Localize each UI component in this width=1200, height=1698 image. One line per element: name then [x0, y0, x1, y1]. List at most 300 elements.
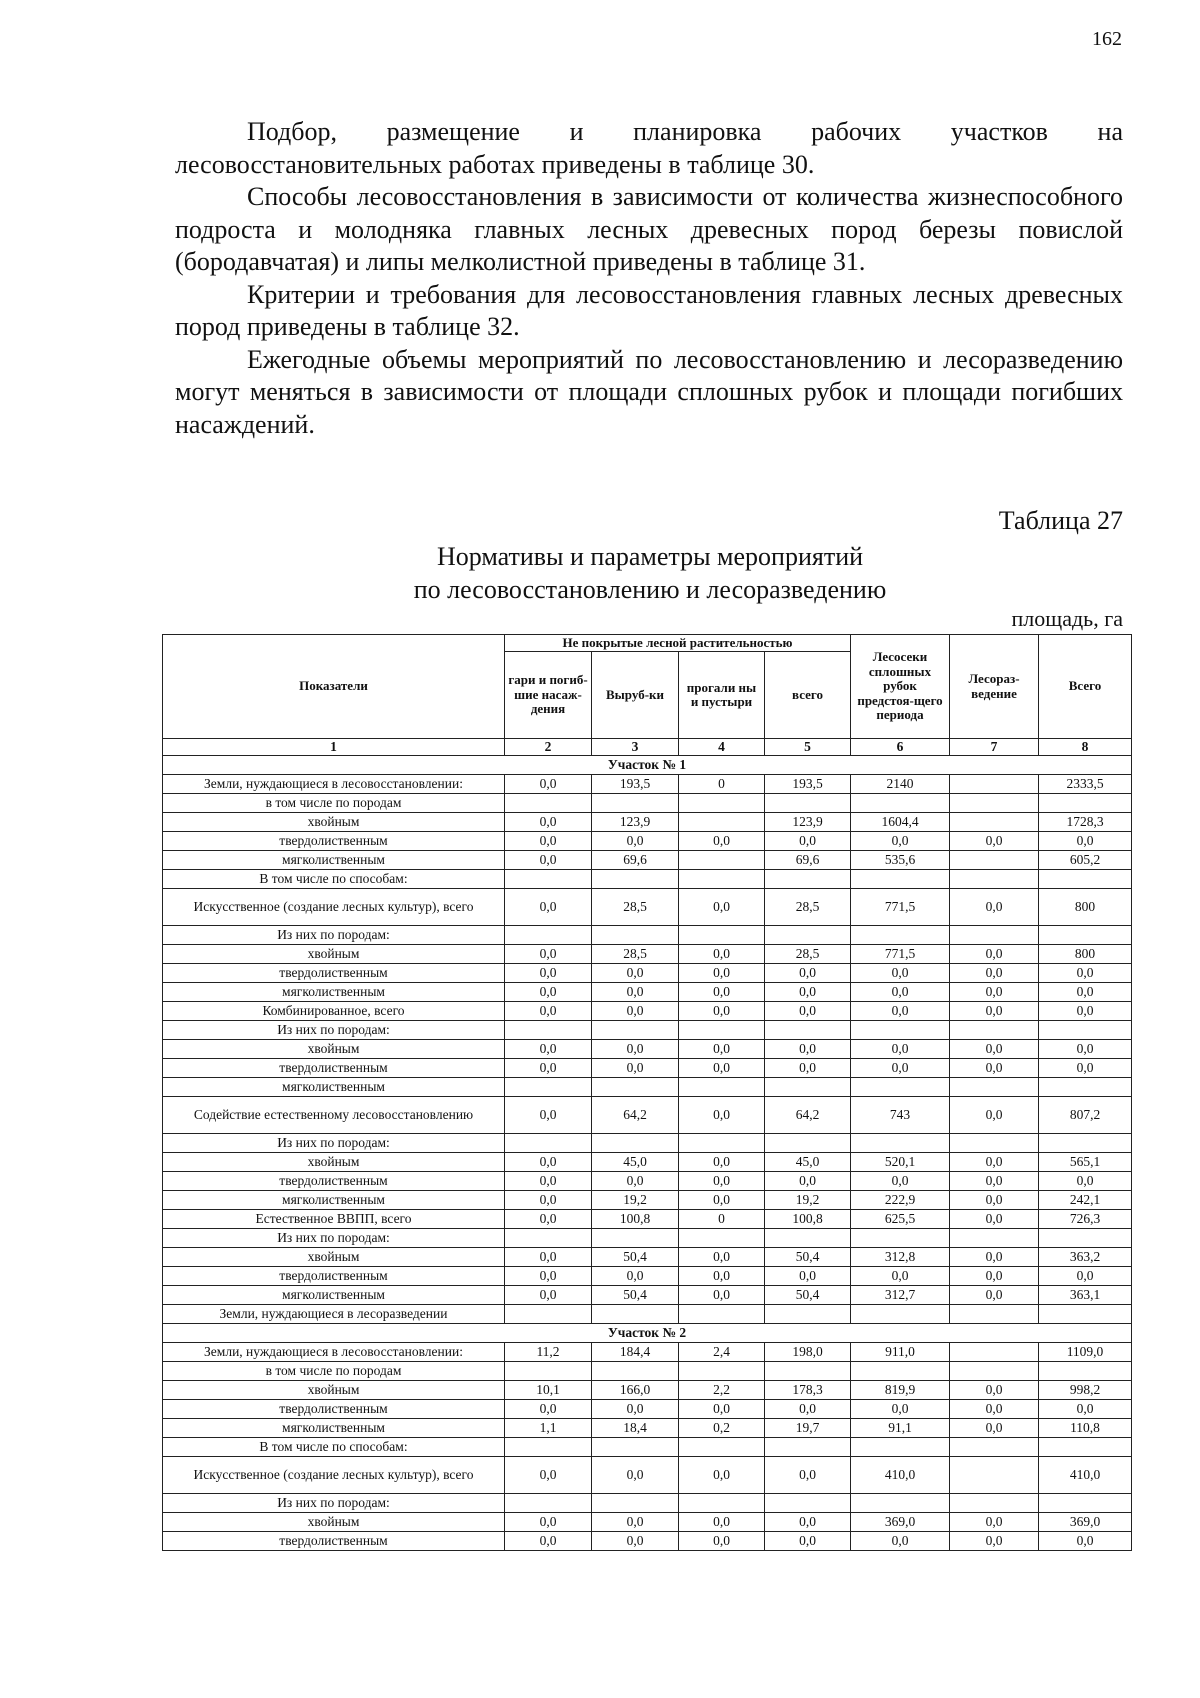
paragraph: Подбор, размещение и планировка рабочих участков на лесовосстановительных работах приведены в таблице 30.	[175, 117, 1123, 179]
table-cell	[592, 1438, 679, 1457]
table-cell: 28,5	[592, 889, 679, 926]
table-cell: 19,2	[765, 1191, 851, 1210]
table-cell: 1604,4	[851, 813, 950, 832]
table-cell	[1039, 870, 1132, 889]
table-cell: 0,0	[950, 1002, 1039, 1021]
table-cell: 0,0	[1039, 1532, 1132, 1551]
table-cell: 0,0	[765, 1513, 851, 1532]
table-cell: 178,3	[765, 1381, 851, 1400]
table-cell	[765, 1134, 851, 1153]
table-cell	[679, 794, 765, 813]
table-cell: 0,0	[950, 1153, 1039, 1172]
table-cell: 0,0	[679, 1248, 765, 1267]
table-cell: 807,2	[1039, 1097, 1132, 1134]
table-cell: 0,0	[851, 1172, 950, 1191]
table-cell	[851, 1021, 950, 1040]
table-cell: 11,2	[505, 1343, 592, 1362]
table-cell: 0,0	[679, 1457, 765, 1494]
table-row	[163, 1021, 1132, 1040]
table-cell	[679, 1362, 765, 1381]
table-cell: 28,5	[765, 889, 851, 926]
table-row	[163, 1343, 1132, 1362]
table-row	[163, 851, 1132, 870]
table-row	[163, 1153, 1132, 1172]
table-cell	[1039, 1021, 1132, 1040]
table-cell	[1039, 1438, 1132, 1457]
table-cell	[950, 1438, 1039, 1457]
table-cell: 0,0	[592, 1513, 679, 1532]
table-row	[163, 1438, 1132, 1457]
table-cell: 0,0	[1039, 964, 1132, 983]
table-cell	[679, 926, 765, 945]
table-cell: 0,0	[679, 1153, 765, 1172]
table-cell: 69,6	[765, 851, 851, 870]
row-label: хвойным	[163, 1153, 505, 1172]
row-label: В том числе по способам:	[163, 870, 505, 889]
row-label: хвойным	[163, 1040, 505, 1059]
table-cell: 0,0	[679, 983, 765, 1002]
table-row	[163, 1494, 1132, 1513]
table-cell: 28,5	[765, 945, 851, 964]
table-cell: 193,5	[765, 775, 851, 794]
table-cell	[679, 870, 765, 889]
table-cell: 0,0	[679, 1400, 765, 1419]
table-cell: 0,0	[505, 1513, 592, 1532]
table-cell	[765, 870, 851, 889]
table-row	[163, 1097, 1132, 1134]
table-cell	[592, 926, 679, 945]
table-cell: 0,0	[950, 1532, 1039, 1551]
column-number: 5	[765, 739, 851, 756]
table-cell	[679, 1305, 765, 1324]
table-cell: 800	[1039, 945, 1132, 964]
table-cell: 0,0	[505, 1059, 592, 1078]
table-row	[163, 870, 1132, 889]
table-cell: 0,0	[950, 1513, 1039, 1532]
table-cell: 363,1	[1039, 1286, 1132, 1305]
row-label: хвойным	[163, 1513, 505, 1532]
table-cell	[950, 1362, 1039, 1381]
table-cell: 0,0	[592, 1532, 679, 1551]
table-cell: 743	[851, 1097, 950, 1134]
table-row	[163, 1286, 1132, 1305]
header-total: Всего	[1039, 635, 1132, 739]
table-row	[163, 1191, 1132, 1210]
table-row	[163, 1229, 1132, 1248]
table-cell: 123,9	[592, 813, 679, 832]
row-label: Земли, нуждающиеся в лесоразведении	[163, 1305, 505, 1324]
table-cell	[1039, 1134, 1132, 1153]
table-cell	[851, 926, 950, 945]
table-cell	[765, 1362, 851, 1381]
table-cell: 0,0	[765, 1400, 851, 1419]
table-caption: Таблица 27	[998, 506, 1123, 535]
table-cell: 0,0	[592, 1002, 679, 1021]
table-cell: 0,0	[765, 1532, 851, 1551]
table-cell: 0,0	[592, 832, 679, 851]
row-label: мягколиственным	[163, 1286, 505, 1305]
table-cell: 0,0	[679, 964, 765, 983]
table-cell: 28,5	[592, 945, 679, 964]
table-row	[163, 794, 1132, 813]
table-cell	[1039, 794, 1132, 813]
table-cell: 64,2	[592, 1097, 679, 1134]
row-label: твердолиственным	[163, 1267, 505, 1286]
column-number: 8	[1039, 739, 1132, 756]
table-cell: 0,0	[505, 1172, 592, 1191]
row-label: Из них по породам:	[163, 1134, 505, 1153]
table-cell: 0,0	[505, 889, 592, 926]
table-cell	[592, 1021, 679, 1040]
header-indicators: Показатели	[163, 635, 505, 739]
table-cell: 0,0	[950, 1381, 1039, 1400]
table-row	[163, 832, 1132, 851]
table-cell	[765, 1021, 851, 1040]
table-row	[163, 889, 1132, 926]
table-row	[163, 983, 1132, 1002]
table-cell: 50,4	[765, 1286, 851, 1305]
row-label: в том числе по породам	[163, 1362, 505, 1381]
table-cell	[950, 851, 1039, 870]
table-cell	[592, 1362, 679, 1381]
table-cell: 0,0	[1039, 1059, 1132, 1078]
table-cell	[592, 870, 679, 889]
table-cell: 312,8	[851, 1248, 950, 1267]
table-row	[163, 964, 1132, 983]
row-label: Из них по породам:	[163, 926, 505, 945]
table-cell: 193,5	[592, 775, 679, 794]
table-cell: 0,0	[851, 964, 950, 983]
table-cell	[505, 1438, 592, 1457]
table-row	[163, 1457, 1132, 1494]
table-cell: 0,0	[505, 832, 592, 851]
paragraph: Критерии и требования для лесовосстановления главных лесных древесных пород приведены в таблице 32.	[175, 279, 1123, 341]
table-body	[163, 756, 1132, 1551]
table-cell: 0,0	[505, 1002, 592, 1021]
table-cell: 535,6	[851, 851, 950, 870]
table-cell	[1039, 1078, 1132, 1097]
table-row	[163, 1532, 1132, 1551]
table-cell: 0,0	[950, 1248, 1039, 1267]
table-cell: 0,0	[679, 1267, 765, 1286]
table-cell	[950, 794, 1039, 813]
table-cell	[505, 1305, 592, 1324]
table-cell	[505, 794, 592, 813]
table-cell: 18,4	[592, 1419, 679, 1438]
table-cell: 123,9	[765, 813, 851, 832]
table-cell: 0,0	[592, 1059, 679, 1078]
table-cell: 0,0	[679, 1059, 765, 1078]
header-subtotal: всего	[765, 652, 851, 739]
table-cell	[592, 1494, 679, 1513]
table-cell: 2140	[851, 775, 950, 794]
table-row	[163, 1172, 1132, 1191]
row-label: Комбинированное, всего	[163, 1002, 505, 1021]
table-cell: 0,0	[1039, 1040, 1132, 1059]
table-cell	[679, 1134, 765, 1153]
table-row	[163, 1305, 1132, 1324]
table-cell: 0,0	[851, 1040, 950, 1059]
table-cell: 0,0	[950, 964, 1039, 983]
table-cell	[851, 1134, 950, 1153]
paragraph: Способы лесовосстановления в зависимости от количества жизнеспособного подроста и молодняка главных лесных древесных пород березы повислой (бородавчатая) и липы мелколистной приведены в таблице 31.	[175, 182, 1123, 276]
table-cell: 0,0	[765, 1059, 851, 1078]
table-cell	[592, 794, 679, 813]
table-cell: 0,0	[1039, 1400, 1132, 1419]
table-cell: 410,0	[1039, 1457, 1132, 1494]
table-cell	[950, 775, 1039, 794]
table-cell	[505, 1134, 592, 1153]
row-label: Земли, нуждающиеся в лесовосстановлении:	[163, 1343, 505, 1362]
column-number: 3	[592, 739, 679, 756]
table-cell: 0,0	[505, 1153, 592, 1172]
table-cell	[505, 1494, 592, 1513]
table-cell	[592, 1078, 679, 1097]
row-label: Искусственное (создание лесных культур), всего	[163, 889, 505, 926]
table-row	[163, 1002, 1132, 1021]
row-label: твердолиственным	[163, 1400, 505, 1419]
table-cell: 198,0	[765, 1343, 851, 1362]
row-label: мягколиственным	[163, 983, 505, 1002]
table-cell: 0,0	[950, 1191, 1039, 1210]
table-cell	[592, 1134, 679, 1153]
table-row	[163, 1078, 1132, 1097]
table-cell	[1039, 926, 1132, 945]
table-cell: 19,7	[765, 1419, 851, 1438]
table-cell: 0,0	[505, 1040, 592, 1059]
table-cell: 0,0	[679, 1286, 765, 1305]
table-cell: 45,0	[765, 1153, 851, 1172]
table-cell: 0,0	[950, 1172, 1039, 1191]
column-number: 6	[851, 739, 950, 756]
section-row	[163, 1324, 1132, 1343]
table-cell: 1,1	[505, 1419, 592, 1438]
table-cell	[765, 926, 851, 945]
table-row	[163, 945, 1132, 964]
table-cell: 771,5	[851, 945, 950, 964]
table-cell: 0,0	[592, 1457, 679, 1494]
table-cell	[505, 870, 592, 889]
table-cell: 19,2	[592, 1191, 679, 1210]
table-cell: 520,1	[851, 1153, 950, 1172]
row-label: мягколиственным	[163, 1419, 505, 1438]
column-number: 4	[679, 739, 765, 756]
table-cell: 0,0	[679, 1191, 765, 1210]
table-cell: 0,0	[765, 983, 851, 1002]
table-cell: 0,0	[1039, 1172, 1132, 1191]
table-cell	[1039, 1229, 1132, 1248]
table-cell: 0,0	[679, 1532, 765, 1551]
table-cell: 0,0	[851, 983, 950, 1002]
table-cell: 0,0	[950, 1097, 1039, 1134]
table-cell: 911,0	[851, 1343, 950, 1362]
table-cell: 0,0	[679, 832, 765, 851]
table-cell: 0,0	[679, 945, 765, 964]
table-cell: 0,0	[592, 1040, 679, 1059]
column-number: 1	[163, 739, 505, 756]
table-cell	[1039, 1362, 1132, 1381]
table-cell	[592, 1229, 679, 1248]
table-cell: 100,8	[765, 1210, 851, 1229]
table-row	[163, 813, 1132, 832]
table-cell: 0,0	[505, 1210, 592, 1229]
table-cell: 0,0	[765, 1172, 851, 1191]
table-cell	[505, 926, 592, 945]
table-cell	[679, 1078, 765, 1097]
table-cell: 0,0	[765, 964, 851, 983]
table-cell: 0,0	[505, 945, 592, 964]
row-label: Естественное ВВПП, всего	[163, 1210, 505, 1229]
table-cell: 410,0	[851, 1457, 950, 1494]
table-cell: 166,0	[592, 1381, 679, 1400]
table-cell	[679, 1438, 765, 1457]
table-cell: 0,0	[950, 1286, 1039, 1305]
table-cell	[950, 1343, 1039, 1362]
table-cell	[679, 813, 765, 832]
table-cell: 0,0	[851, 1059, 950, 1078]
row-label: твердолиственным	[163, 964, 505, 983]
row-label: твердолиственным	[163, 1172, 505, 1191]
table-cell: 0,0	[950, 945, 1039, 964]
row-label: мягколиственным	[163, 1078, 505, 1097]
table-title-line: по лесовосстановлению и лесоразведению	[413, 575, 887, 604]
header-clearings: Выруб-ки	[592, 652, 679, 739]
table-cell	[851, 1362, 950, 1381]
table-cell: 1109,0	[1039, 1343, 1132, 1362]
table-cell: 800	[1039, 889, 1132, 926]
table-cell: 0,0	[505, 964, 592, 983]
table-cell	[1039, 1305, 1132, 1324]
table-row	[163, 1040, 1132, 1059]
table-cell: 0,0	[505, 851, 592, 870]
table-row	[163, 1134, 1132, 1153]
table-cell: 0,0	[950, 1400, 1039, 1419]
table-cell: 0,0	[592, 964, 679, 983]
table-cell	[851, 794, 950, 813]
table-title-line: Нормативы и параметры мероприятий	[436, 542, 864, 571]
section-title: Участок № 2	[163, 1324, 1132, 1343]
table-cell: 64,2	[765, 1097, 851, 1134]
table-cell: 0,0	[679, 1097, 765, 1134]
table-row	[163, 1381, 1132, 1400]
table-cell: 0,0	[592, 1172, 679, 1191]
table-cell: 0,0	[1039, 1002, 1132, 1021]
header-glades: прогали ны и пустыри	[679, 652, 765, 739]
table-cell: 0,0	[679, 889, 765, 926]
table-cell: 0,0	[950, 1267, 1039, 1286]
table-cell	[679, 1021, 765, 1040]
section-row	[163, 756, 1132, 775]
table-cell	[679, 851, 765, 870]
table-cell	[950, 813, 1039, 832]
row-label: твердолиственным	[163, 832, 505, 851]
table-cell: 50,4	[765, 1248, 851, 1267]
unit-label: площадь, га	[1011, 606, 1123, 631]
row-label: твердолиственным	[163, 1532, 505, 1551]
table-cell: 0,0	[679, 1172, 765, 1191]
table-row	[163, 1419, 1132, 1438]
table-cell	[765, 1229, 851, 1248]
table-cell: 0,0	[505, 1191, 592, 1210]
table-cell	[950, 1305, 1039, 1324]
table-cell: 0,0	[679, 1513, 765, 1532]
header-cutting-areas: Лесосеки сплошных рубок предстоя-щего периода	[851, 635, 950, 739]
table-cell: 0,0	[950, 1040, 1039, 1059]
table-cell	[851, 1494, 950, 1513]
row-label: мягколиственным	[163, 1191, 505, 1210]
table-cell: 726,3	[1039, 1210, 1132, 1229]
table-cell: 100,8	[592, 1210, 679, 1229]
table-cell	[851, 1305, 950, 1324]
table-cell	[950, 870, 1039, 889]
table-cell: 69,6	[592, 851, 679, 870]
table-cell	[950, 1134, 1039, 1153]
table-row	[163, 1513, 1132, 1532]
paragraph: Ежегодные объемы мероприятий по лесовосстановлению и лесоразведению могут меняться в зависимости от площади сплошных рубок и площади погибших насаждений.	[175, 344, 1123, 439]
table-cell: 0,0	[505, 1457, 592, 1494]
table-cell: 0,0	[592, 983, 679, 1002]
body-text	[175, 116, 1123, 441]
row-label: Содействие естественному лесовосстановлению	[163, 1097, 505, 1134]
table-cell: 0,0	[765, 1002, 851, 1021]
table-cell: 605,2	[1039, 851, 1132, 870]
table-cell: 0,2	[679, 1419, 765, 1438]
table-cell	[505, 1229, 592, 1248]
table-row	[163, 1059, 1132, 1078]
table-cell: 91,1	[851, 1419, 950, 1438]
table-cell: 2,4	[679, 1343, 765, 1362]
table-cell: 0,0	[765, 1267, 851, 1286]
table-cell: 0,0	[505, 1267, 592, 1286]
table-cell: 1728,3	[1039, 813, 1132, 832]
table-cell: 819,9	[851, 1381, 950, 1400]
table-cell	[851, 870, 950, 889]
table-cell: 565,1	[1039, 1153, 1132, 1172]
table-cell	[505, 1078, 592, 1097]
table-cell: 0,0	[950, 1059, 1039, 1078]
row-label: мягколиственным	[163, 851, 505, 870]
table-cell: 0,0	[851, 1267, 950, 1286]
table-cell: 771,5	[851, 889, 950, 926]
table-cell: 0,0	[765, 1040, 851, 1059]
table-cell: 625,5	[851, 1210, 950, 1229]
table-cell	[505, 1362, 592, 1381]
header-afforestation: Лесораз-ведение	[950, 635, 1039, 739]
table-cell: 998,2	[1039, 1381, 1132, 1400]
table-cell: 0,0	[950, 1210, 1039, 1229]
table-cell	[765, 1494, 851, 1513]
table-cell: 222,9	[851, 1191, 950, 1210]
table-cell: 0,0	[851, 1532, 950, 1551]
table-cell: 0,0	[851, 832, 950, 851]
table-cell	[950, 926, 1039, 945]
table-cell: 0,0	[1039, 832, 1132, 851]
table-cell: 0,0	[950, 889, 1039, 926]
table-cell: 0,0	[505, 1248, 592, 1267]
row-label: хвойным	[163, 945, 505, 964]
table-cell: 0,0	[765, 1457, 851, 1494]
table-cell: 110,8	[1039, 1419, 1132, 1438]
table-row	[163, 1248, 1132, 1267]
row-label: В том числе по способам:	[163, 1438, 505, 1457]
header-not-covered: Не покрытые лесной растительностью	[505, 635, 851, 652]
table-cell: 0,0	[592, 1267, 679, 1286]
table-cell: 363,2	[1039, 1248, 1132, 1267]
table-row	[163, 1400, 1132, 1419]
column-number: 7	[950, 739, 1039, 756]
row-label: Земли, нуждающиеся в лесовосстановлении:	[163, 775, 505, 794]
table-cell: 369,0	[1039, 1513, 1132, 1532]
